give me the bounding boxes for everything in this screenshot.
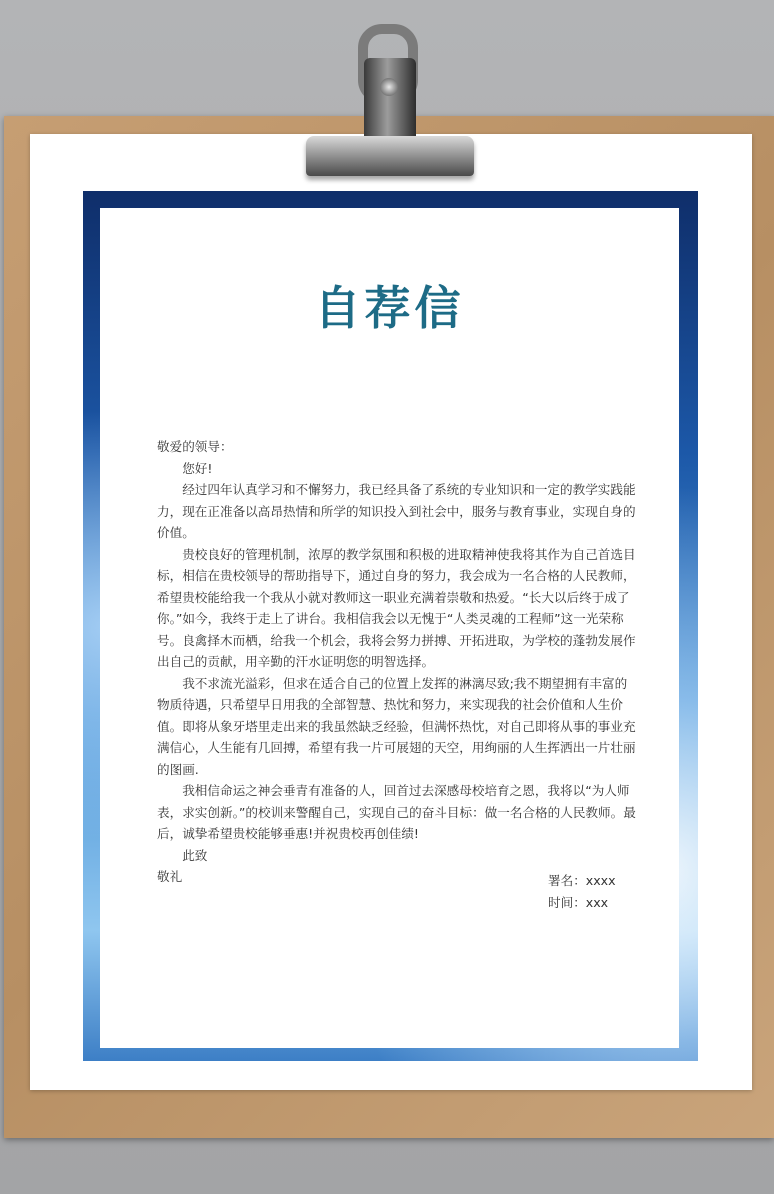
letter-paragraph: 经过四年认真学习和不懈努力，我已经具备了系统的专业知识和一定的教学实践能力，现在正准备以高昂热情和所学的知识投入到社会中，服务与教育事业，实现自身的价值。 [157,482,636,540]
decorative-border [83,191,698,1061]
letter-closing: 此致 [182,847,208,863]
letter-paragraph: 贵校良好的管理机制，浓厚的教学氛围和积极的进取精神使我将其作为自己首选目标，相信在贵校领导的帮助指导下，通过自身的努力，我会成为一名合格的人民教师，希望贵校能给我一个我从小就对教师这一职业充满着崇敬和热爱。“长大以后终于成了你。”如今，我终于走上了讲台。我相信我会以无愧于“人类灵魂的工程师”这一光荣称号。良禽择木而栖，给我一个机会，我将会努力拼搏、开拓进取，为学校的蓬勃发展作出自己的贡献，用辛勤的汗水证明您的明智选择。 [157,546,636,669]
signature-line: 署名：xxxx [548,873,616,888]
clipboard [4,116,774,1138]
letter-greeting: 您好! [182,460,213,476]
letter-paragraph: 我相信命运之神会垂青有准备的人，回首过去深感母校培育之恩，我将以“为人师表，求实创新。”的校训来警醒自己，实现自己的奋斗目标：做一名合格的人民教师。最后，诚挚希望贵校能够垂惠!并祝贵校再创佳绩! [157,783,636,841]
letter-body [157,436,639,888]
letter-paragraph: 我不求流光溢彩，但求在适合自己的位置上发挥的淋漓尽致;我不期望拥有丰富的物质待遇，只希望早日用我的全部智慧、热忱和努力，来实现我的社会价值和人生价值。即将从象牙塔里走出来的我虽然缺乏经验，但满怀热忱，对自己即将从事的事业充满信心，人生能有几回搏，希望有我一片可展翅的天空，用绚丽的人生挥洒出一片壮丽的图画. [157,675,636,777]
letter-salutation: 敬爱的领导： [157,439,233,454]
letter-title: 自荐信 [314,281,465,335]
clip-lever [364,58,416,148]
letter-regards: 敬礼 [157,869,183,884]
signature-block [548,870,616,913]
date-line: 时间：xxx [548,894,609,910]
paper-sheet [30,134,752,1090]
binder-clip-icon [306,24,474,176]
clip-base [306,136,474,176]
clip-bolt [380,78,398,96]
letter-page [100,208,679,1048]
